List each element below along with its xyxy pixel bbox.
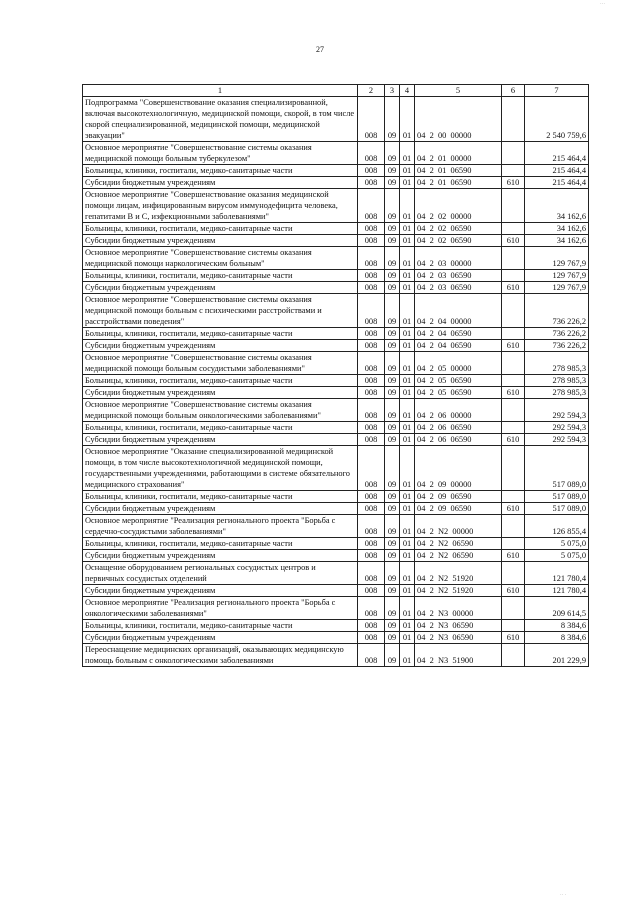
row-label: Субсидии бюджетным учреждениям <box>83 434 358 446</box>
row-amount: 517 089,0 <box>525 446 589 491</box>
row-code-cell: 008 <box>358 644 385 667</box>
row-amount: 121 780,4 <box>525 562 589 585</box>
header-cell: 3 <box>385 85 400 97</box>
row-code-cell <box>502 446 525 491</box>
row-amount: 215 464,4 <box>525 142 589 165</box>
row-code-cell <box>502 538 525 550</box>
row-code-cell: 09 <box>385 328 400 340</box>
row-code-cell: 09 <box>385 375 400 387</box>
row-code-cell <box>502 352 525 375</box>
row-code-cell: 610 <box>502 503 525 515</box>
table-row <box>83 422 589 434</box>
row-code-cell <box>502 597 525 620</box>
row-code-cell: 09 <box>385 597 400 620</box>
row-label: Переоснащение медицинских организаций, оказывающих медицинскую помощь больным с онкологическими заболеваниями <box>83 644 358 667</box>
table-row <box>83 189 589 223</box>
row-code-cell: 04 2 04 06590 <box>415 328 502 340</box>
row-code-cell: 610 <box>502 585 525 597</box>
row-code-cell: 09 <box>385 491 400 503</box>
row-code-cell: 04 2 01 00000 <box>415 142 502 165</box>
row-code-cell: 09 <box>385 538 400 550</box>
row-code-cell: 008 <box>358 97 385 142</box>
row-code-cell: 09 <box>385 562 400 585</box>
row-code-cell: 09 <box>385 142 400 165</box>
row-amount: 8 384,6 <box>525 632 589 644</box>
row-label: Больницы, клиники, госпитали, медико-санитарные части <box>83 328 358 340</box>
row-code-cell: 09 <box>385 515 400 538</box>
row-code-cell: 04 2 09 06590 <box>415 503 502 515</box>
row-code-cell: 01 <box>400 422 415 434</box>
row-code-cell: 09 <box>385 434 400 446</box>
row-label: Основное мероприятие "Совершенствование системы оказания медицинской помощи больным сосудистыми заболеваниями" <box>83 352 358 375</box>
row-code-cell: 01 <box>400 550 415 562</box>
row-code-cell: 04 2 N3 06590 <box>415 620 502 632</box>
table-row <box>83 399 589 422</box>
table-row <box>83 387 589 399</box>
row-label: Больницы, клиники, госпитали, медико-санитарные части <box>83 375 358 387</box>
table-row <box>83 247 589 270</box>
row-code-cell: 09 <box>385 620 400 632</box>
row-code-cell: 09 <box>385 352 400 375</box>
row-code-cell: 008 <box>358 538 385 550</box>
row-code-cell: 01 <box>400 399 415 422</box>
scan-mark: ··· <box>600 2 605 7</box>
row-amount: 215 464,4 <box>525 165 589 177</box>
row-code-cell: 008 <box>358 177 385 189</box>
row-label: Субсидии бюджетным учреждениям <box>83 503 358 515</box>
row-code-cell <box>502 562 525 585</box>
row-amount: 278 985,3 <box>525 387 589 399</box>
table-row <box>83 562 589 585</box>
row-code-cell <box>502 247 525 270</box>
row-code-cell <box>502 515 525 538</box>
row-label: Субсидии бюджетным учреждениям <box>83 340 358 352</box>
row-code-cell <box>502 270 525 282</box>
row-code-cell: 09 <box>385 223 400 235</box>
row-code-cell: 008 <box>358 562 385 585</box>
row-code-cell: 09 <box>385 340 400 352</box>
row-code-cell: 610 <box>502 434 525 446</box>
table-row <box>83 632 589 644</box>
row-code-cell <box>502 189 525 223</box>
row-code-cell: 008 <box>358 189 385 223</box>
header-cell: 1 <box>83 85 358 97</box>
row-code-cell <box>502 375 525 387</box>
row-code-cell <box>502 328 525 340</box>
table-row <box>83 538 589 550</box>
row-code-cell: 04 2 03 00000 <box>415 247 502 270</box>
row-code-cell: 610 <box>502 235 525 247</box>
table-row <box>83 282 589 294</box>
row-code-cell: 01 <box>400 632 415 644</box>
row-code-cell: 01 <box>400 515 415 538</box>
row-label: Основное мероприятие "Совершенствование системы оказания медицинской помощи больным туберкулезом" <box>83 142 358 165</box>
row-amount: 129 767,9 <box>525 247 589 270</box>
row-code-cell: 04 2 04 00000 <box>415 294 502 328</box>
row-code-cell: 04 2 05 06590 <box>415 375 502 387</box>
row-code-cell: 008 <box>358 446 385 491</box>
table-row <box>83 434 589 446</box>
row-code-cell <box>502 491 525 503</box>
row-label: Субсидии бюджетным учреждениям <box>83 550 358 562</box>
row-code-cell: 04 2 05 00000 <box>415 352 502 375</box>
row-amount: 5 075,0 <box>525 538 589 550</box>
row-code-cell: 01 <box>400 620 415 632</box>
table-row <box>83 446 589 491</box>
row-code-cell: 09 <box>385 270 400 282</box>
page-number: 27 <box>316 45 324 54</box>
row-code-cell: 008 <box>358 550 385 562</box>
row-code-cell <box>502 294 525 328</box>
row-label: Оснащение оборудованием региональных сосудистых центров и первичных сосудистых отделений <box>83 562 358 585</box>
table-row <box>83 294 589 328</box>
table-row <box>83 340 589 352</box>
row-code-cell: 008 <box>358 165 385 177</box>
row-code-cell: 008 <box>358 142 385 165</box>
row-code-cell: 04 2 N2 51920 <box>415 585 502 597</box>
row-code-cell: 04 2 N2 06590 <box>415 550 502 562</box>
row-code-cell: 01 <box>400 177 415 189</box>
table-row <box>83 597 589 620</box>
row-code-cell: 09 <box>385 235 400 247</box>
row-code-cell: 008 <box>358 282 385 294</box>
table-header-row <box>83 85 589 97</box>
row-label: Субсидии бюджетным учреждениям <box>83 387 358 399</box>
scan-mark: ·· · <box>560 893 567 898</box>
row-amount: 34 162,6 <box>525 235 589 247</box>
table-row <box>83 328 589 340</box>
row-code-cell: 610 <box>502 550 525 562</box>
table-row <box>83 491 589 503</box>
row-label: Больницы, клиники, госпитали, медико-санитарные части <box>83 422 358 434</box>
row-code-cell: 01 <box>400 503 415 515</box>
row-code-cell: 008 <box>358 515 385 538</box>
header-cell: 7 <box>525 85 589 97</box>
row-label: Больницы, клиники, госпитали, медико-санитарные части <box>83 165 358 177</box>
row-amount: 8 384,6 <box>525 620 589 632</box>
row-code-cell: 008 <box>358 223 385 235</box>
header-cell: 5 <box>415 85 502 97</box>
row-code-cell: 008 <box>358 375 385 387</box>
row-code-cell: 008 <box>358 340 385 352</box>
row-code-cell: 04 2 N3 06590 <box>415 632 502 644</box>
row-code-cell: 008 <box>358 491 385 503</box>
row-code-cell: 01 <box>400 387 415 399</box>
row-amount: 201 229,9 <box>525 644 589 667</box>
row-label: Больницы, клиники, госпитали, медико-санитарные части <box>83 538 358 550</box>
row-code-cell: 04 2 N3 51900 <box>415 644 502 667</box>
row-code-cell: 04 2 N2 06590 <box>415 538 502 550</box>
row-code-cell: 01 <box>400 352 415 375</box>
row-code-cell: 610 <box>502 387 525 399</box>
table-row <box>83 223 589 235</box>
row-code-cell <box>502 142 525 165</box>
row-code-cell: 01 <box>400 165 415 177</box>
row-code-cell: 01 <box>400 538 415 550</box>
row-code-cell <box>502 644 525 667</box>
row-code-cell: 04 2 03 06590 <box>415 270 502 282</box>
row-code-cell: 04 2 01 06590 <box>415 165 502 177</box>
row-code-cell: 01 <box>400 434 415 446</box>
table-row <box>83 235 589 247</box>
row-code-cell: 008 <box>358 597 385 620</box>
row-amount: 129 767,9 <box>525 270 589 282</box>
row-code-cell: 01 <box>400 189 415 223</box>
row-code-cell: 01 <box>400 644 415 667</box>
row-code-cell: 09 <box>385 550 400 562</box>
row-code-cell <box>502 165 525 177</box>
row-label: Основное мероприятие "Реализация регионального проекта "Борьба с сердечно-сосудистыми заболеваниями" <box>83 515 358 538</box>
row-code-cell <box>502 422 525 434</box>
row-code-cell: 09 <box>385 247 400 270</box>
row-code-cell: 01 <box>400 328 415 340</box>
row-code-cell: 09 <box>385 644 400 667</box>
row-code-cell: 01 <box>400 282 415 294</box>
table-row <box>83 503 589 515</box>
row-code-cell: 008 <box>358 235 385 247</box>
row-code-cell: 01 <box>400 585 415 597</box>
row-code-cell: 01 <box>400 223 415 235</box>
row-label: Основное мероприятие "Реализация регионального проекта "Борьба с онкологическими заболеваниями" <box>83 597 358 620</box>
row-label: Субсидии бюджетным учреждениям <box>83 282 358 294</box>
row-code-cell: 610 <box>502 632 525 644</box>
row-code-cell: 008 <box>358 434 385 446</box>
row-code-cell: 04 2 09 06590 <box>415 491 502 503</box>
table-row <box>83 177 589 189</box>
row-code-cell: 04 2 05 06590 <box>415 387 502 399</box>
row-code-cell <box>502 97 525 142</box>
row-code-cell: 09 <box>385 177 400 189</box>
row-code-cell: 04 2 N2 00000 <box>415 515 502 538</box>
row-label: Подпрограмма "Совершенствование оказания специализированной, включая высокотехнологичную, медицинской помощи, скорой, в том числе скорой специализированной, медицинской помощи, медицинской эвакуации" <box>83 97 358 142</box>
row-code-cell: 09 <box>385 189 400 223</box>
row-amount: 292 594,3 <box>525 399 589 422</box>
row-code-cell: 09 <box>385 422 400 434</box>
table-row <box>83 375 589 387</box>
row-amount: 209 614,5 <box>525 597 589 620</box>
row-code-cell: 09 <box>385 632 400 644</box>
row-amount: 736 226,2 <box>525 294 589 328</box>
row-amount: 126 855,4 <box>525 515 589 538</box>
row-code-cell: 008 <box>358 620 385 632</box>
row-amount: 121 780,4 <box>525 585 589 597</box>
row-code-cell: 008 <box>358 352 385 375</box>
row-code-cell: 04 2 04 06590 <box>415 340 502 352</box>
row-amount: 5 075,0 <box>525 550 589 562</box>
row-label: Больницы, клиники, госпитали, медико-санитарные части <box>83 620 358 632</box>
row-code-cell: 008 <box>358 270 385 282</box>
row-label: Больницы, клиники, госпитали, медико-санитарные части <box>83 223 358 235</box>
row-code-cell: 01 <box>400 235 415 247</box>
row-code-cell: 008 <box>358 247 385 270</box>
table-row <box>83 165 589 177</box>
row-code-cell: 04 2 03 06590 <box>415 282 502 294</box>
row-code-cell: 01 <box>400 446 415 491</box>
table-row <box>83 550 589 562</box>
row-code-cell: 09 <box>385 503 400 515</box>
row-code-cell: 09 <box>385 97 400 142</box>
row-code-cell: 04 2 09 00000 <box>415 446 502 491</box>
row-code-cell: 04 2 00 00000 <box>415 97 502 142</box>
table-row <box>83 142 589 165</box>
table-row <box>83 515 589 538</box>
table-row <box>83 97 589 142</box>
row-label: Больницы, клиники, госпитали, медико-санитарные части <box>83 491 358 503</box>
table-row <box>83 270 589 282</box>
row-amount: 278 985,3 <box>525 375 589 387</box>
header-cell: 6 <box>502 85 525 97</box>
row-label: Субсидии бюджетным учреждениям <box>83 585 358 597</box>
row-amount: 2 540 759,6 <box>525 97 589 142</box>
row-code-cell: 008 <box>358 585 385 597</box>
table-row <box>83 585 589 597</box>
row-code-cell: 04 2 N3 00000 <box>415 597 502 620</box>
row-code-cell: 01 <box>400 247 415 270</box>
budget-table <box>82 84 589 667</box>
row-label: Субсидии бюджетным учреждениям <box>83 177 358 189</box>
row-code-cell: 09 <box>385 165 400 177</box>
row-amount: 215 464,4 <box>525 177 589 189</box>
row-code-cell: 04 2 06 06590 <box>415 422 502 434</box>
row-code-cell: 04 2 01 06590 <box>415 177 502 189</box>
row-amount: 34 162,6 <box>525 189 589 223</box>
row-code-cell: 610 <box>502 340 525 352</box>
row-code-cell: 008 <box>358 294 385 328</box>
row-code-cell: 008 <box>358 422 385 434</box>
row-code-cell: 610 <box>502 282 525 294</box>
header-cell: 4 <box>400 85 415 97</box>
row-code-cell: 01 <box>400 375 415 387</box>
row-code-cell <box>502 399 525 422</box>
row-code-cell: 610 <box>502 177 525 189</box>
row-code-cell: 09 <box>385 585 400 597</box>
row-code-cell: 008 <box>358 328 385 340</box>
row-code-cell: 09 <box>385 446 400 491</box>
row-label: Основное мероприятие "Совершенствование системы оказания медицинской помощи больным с психическими расстройствами и расстройствами поведения" <box>83 294 358 328</box>
row-label: Субсидии бюджетным учреждениям <box>83 632 358 644</box>
row-code-cell: 09 <box>385 294 400 328</box>
row-label: Больницы, клиники, госпитали, медико-санитарные части <box>83 270 358 282</box>
row-code-cell: 01 <box>400 491 415 503</box>
row-code-cell: 04 2 N2 51920 <box>415 562 502 585</box>
row-amount: 292 594,3 <box>525 422 589 434</box>
row-label: Основное мероприятие "Совершенствование системы оказания медицинской помощи наркологическим больным" <box>83 247 358 270</box>
row-code-cell: 09 <box>385 399 400 422</box>
row-code-cell: 01 <box>400 562 415 585</box>
row-label: Основное мероприятие "Совершенствование системы оказания медицинской помощи больным онкологическими заболеваниями" <box>83 399 358 422</box>
row-label: Субсидии бюджетным учреждениям <box>83 235 358 247</box>
header-cell: 2 <box>358 85 385 97</box>
row-amount: 34 162,6 <box>525 223 589 235</box>
row-label: Основное мероприятие "Оказание специализированной медицинской помощи, в том числе высокотехнологичной медицинской помощи, государственными учреждениями, работающими в системе обязательного медицинского страхования" <box>83 446 358 491</box>
row-code-cell: 04 2 06 06590 <box>415 434 502 446</box>
row-amount: 129 767,9 <box>525 282 589 294</box>
row-code-cell <box>502 223 525 235</box>
row-code-cell: 01 <box>400 340 415 352</box>
row-code-cell <box>502 620 525 632</box>
row-code-cell: 008 <box>358 387 385 399</box>
row-amount: 736 226,2 <box>525 328 589 340</box>
row-code-cell: 01 <box>400 294 415 328</box>
row-amount: 517 089,0 <box>525 491 589 503</box>
row-code-cell: 01 <box>400 597 415 620</box>
row-code-cell: 09 <box>385 282 400 294</box>
row-code-cell: 008 <box>358 632 385 644</box>
row-code-cell: 008 <box>358 503 385 515</box>
row-code-cell: 04 2 06 00000 <box>415 399 502 422</box>
row-amount: 517 089,0 <box>525 503 589 515</box>
row-code-cell: 09 <box>385 387 400 399</box>
table-row <box>83 620 589 632</box>
row-code-cell: 008 <box>358 399 385 422</box>
table-row <box>83 644 589 667</box>
row-label: Основное мероприятие "Совершенствование оказания медицинской помощи лицам, инфицированным вирусом иммунодефицита человека, гепатитами В и С, изфекционными заболеваниями" <box>83 189 358 223</box>
row-amount: 292 594,3 <box>525 434 589 446</box>
row-code-cell: 04 2 02 06590 <box>415 235 502 247</box>
row-amount: 278 985,3 <box>525 352 589 375</box>
table-row <box>83 352 589 375</box>
row-code-cell: 01 <box>400 270 415 282</box>
row-code-cell: 04 2 02 00000 <box>415 189 502 223</box>
row-code-cell: 01 <box>400 97 415 142</box>
row-amount: 736 226,2 <box>525 340 589 352</box>
row-code-cell: 01 <box>400 142 415 165</box>
row-code-cell: 04 2 02 06590 <box>415 223 502 235</box>
